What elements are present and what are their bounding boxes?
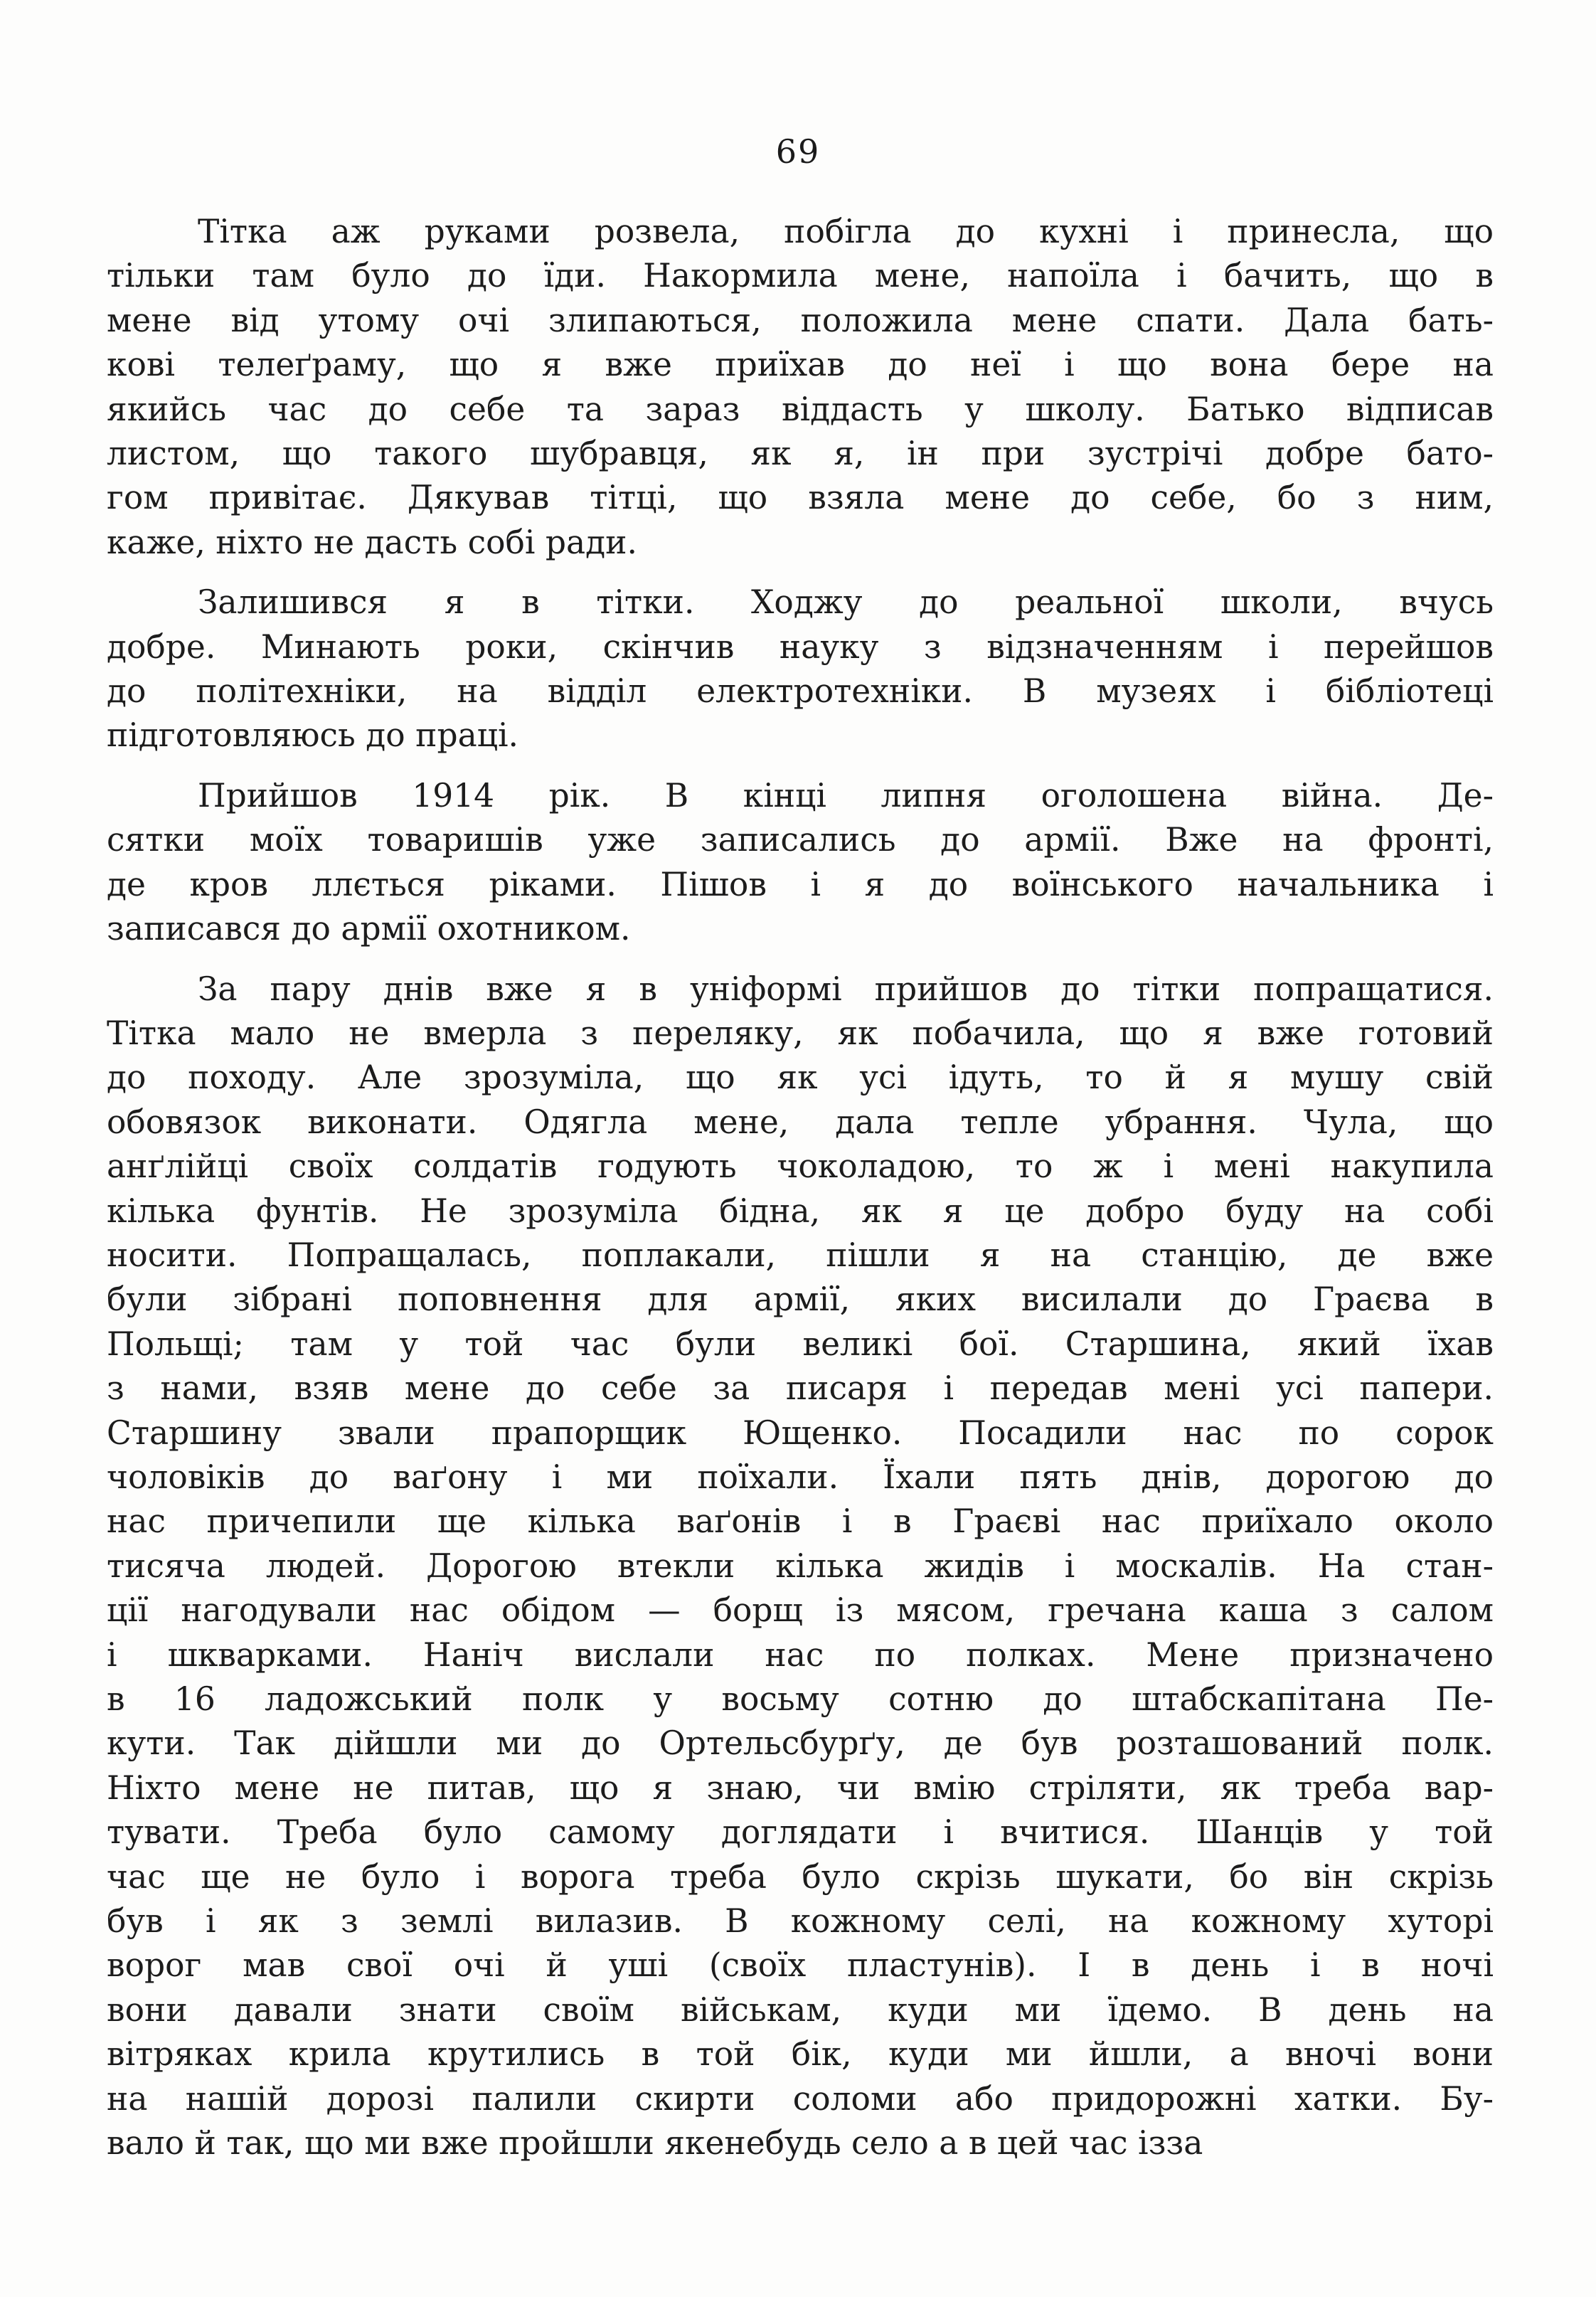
text-line: Тітка мало не вмерла з переляку, як побачила, що я вже готовий <box>107 1014 1494 1052</box>
text-line: був і як з землі вилазив. В кожному селі, на кожному хуторі <box>107 1902 1494 1941</box>
text-line: тувати. Треба було самому доглядати і вчитися. Шанців у той <box>107 1813 1494 1852</box>
text-line: Залишився я в тітки. Ходжу до реальної школи, вчусь <box>198 583 1494 622</box>
text-line: анґлійці своїх солдатів годують чоколадою, то ж і мені накупила <box>107 1147 1494 1186</box>
text-line: Польщі; там у той час були великі бої. Старшина, який їхав <box>107 1325 1494 1363</box>
paragraph <box>107 967 1494 2166</box>
body-text <box>107 210 1494 2181</box>
text-line: і шкварками. Наніч вислали нас по полках. Мене призначено <box>107 1635 1494 1674</box>
text-line: Прийшов 1914 рік. В кінці липня оголошена війна. Де- <box>198 776 1494 815</box>
text-line: За пару днів вже я в уніформі прийшов до тітки попращатися. <box>198 970 1494 1008</box>
text-line: добре. Минають роки, скінчив науку з відзначенням і перейшов <box>107 627 1494 666</box>
text-line: до походу. Але зрозуміла, що як усі ідуть, то й я мушу свій <box>107 1059 1494 1097</box>
text-line: Тітка аж руками розвела, побігла до кухні і принесла, що <box>198 213 1494 250</box>
text-line: кілька фунтів. Не зрозуміла бідна, як я це добро буду на собі <box>107 1192 1494 1230</box>
text-line: тільки там було до їди. Накормила мене, напоїла і бачить, що в <box>107 257 1494 295</box>
text-line: каже, ніхто не дасть собі ради. <box>107 523 637 561</box>
text-line: вало й так, що ми вже пройшли якенебудь село а в цей час ізза <box>107 2124 1203 2163</box>
text-line: мене від утому очі злипаються, положила мене спати. Дала бать- <box>107 301 1494 339</box>
text-line: до політехніки, на відділ електротехніки. В музеях і бібліотеці <box>107 672 1494 711</box>
text-line: Старшину звали прапорщик Ющенко. Посадили нас по сорок <box>107 1413 1494 1452</box>
text-line: листом, що такого шубравця, як я, ін при зустрічі добре бато- <box>107 435 1494 473</box>
text-line: вітряках крила крутились в той бік, куди ми йшли, а вночі вони <box>107 2035 1494 2074</box>
text-line: сятки моїх товаришів уже записались до армії. Вже на фронті, <box>107 821 1494 859</box>
paragraph <box>107 774 1494 952</box>
text-line: вони давали знати своїм військам, куди ми їдемо. В день на <box>107 1990 1494 2029</box>
text-line: чоловіків до ваґону і ми поїхали. Їхали пять днів, дорогою до <box>107 1458 1494 1496</box>
text-line: носити. Попращалась, поплакали, пішли я на станцію, де вже <box>107 1236 1494 1274</box>
text-line: ції нагодували нас обідом — борщ із мясом, гречана каша з салом <box>107 1591 1494 1630</box>
paragraph <box>107 210 1494 565</box>
text-line: на нашій дорозі палили скирти соломи або придорожні хатки. Бу- <box>107 2079 1494 2118</box>
text-line: час ще не було і ворога треба було скрізь шукати, бо він скрізь <box>107 1857 1494 1896</box>
paragraph <box>107 580 1494 758</box>
text-line: обовязок виконати. Одягла мене, дала тепле убрання. Чула, що <box>107 1103 1494 1141</box>
text-line: записався до армії охотником. <box>107 910 631 948</box>
text-line: кути. Так дійшли ми до Ортельсбурґу, де був розташований полк. <box>107 1724 1494 1763</box>
text-line: якийсь час до себе та зараз віддасть у школу. Батько відписав <box>107 390 1494 428</box>
text-line: де кров ллється ріками. Пішов і я до воїнського начальника і <box>107 865 1494 903</box>
page-number: 69 <box>775 132 821 171</box>
text-line: нас причепили ще кілька ваґонів і в Граєві нас приїхало около <box>107 1502 1494 1541</box>
text-line: були зібрані поповнення для армії, яких висилали до Граєва в <box>107 1280 1494 1319</box>
text-line: з нами, взяв мене до себе за писаря і передав мені усі папери. <box>107 1369 1494 1408</box>
text-line: в 16 ладожський полк у восьму сотню до штабскапітана Пе- <box>107 1680 1494 1718</box>
text-line: кові телеґраму, що я вже приїхав до неї і що вона бере на <box>107 346 1494 384</box>
text-line: підготовляюсь до праці. <box>107 716 518 755</box>
text-line: ворог мав свої очі й уші (своїх пластунів). І в день і в ночі <box>107 1946 1494 1985</box>
text-line: Ніхто мене не питав, що я знаю, чи вмію стріляти, як треба вар- <box>107 1768 1494 1807</box>
text-line: гом привітає. Дякував тітці, що взяла мене до себе, бо з ним, <box>107 479 1494 517</box>
text-line: тисяча людей. Дорогою втекли кілька жидів і москалів. На стан- <box>107 1547 1494 1585</box>
